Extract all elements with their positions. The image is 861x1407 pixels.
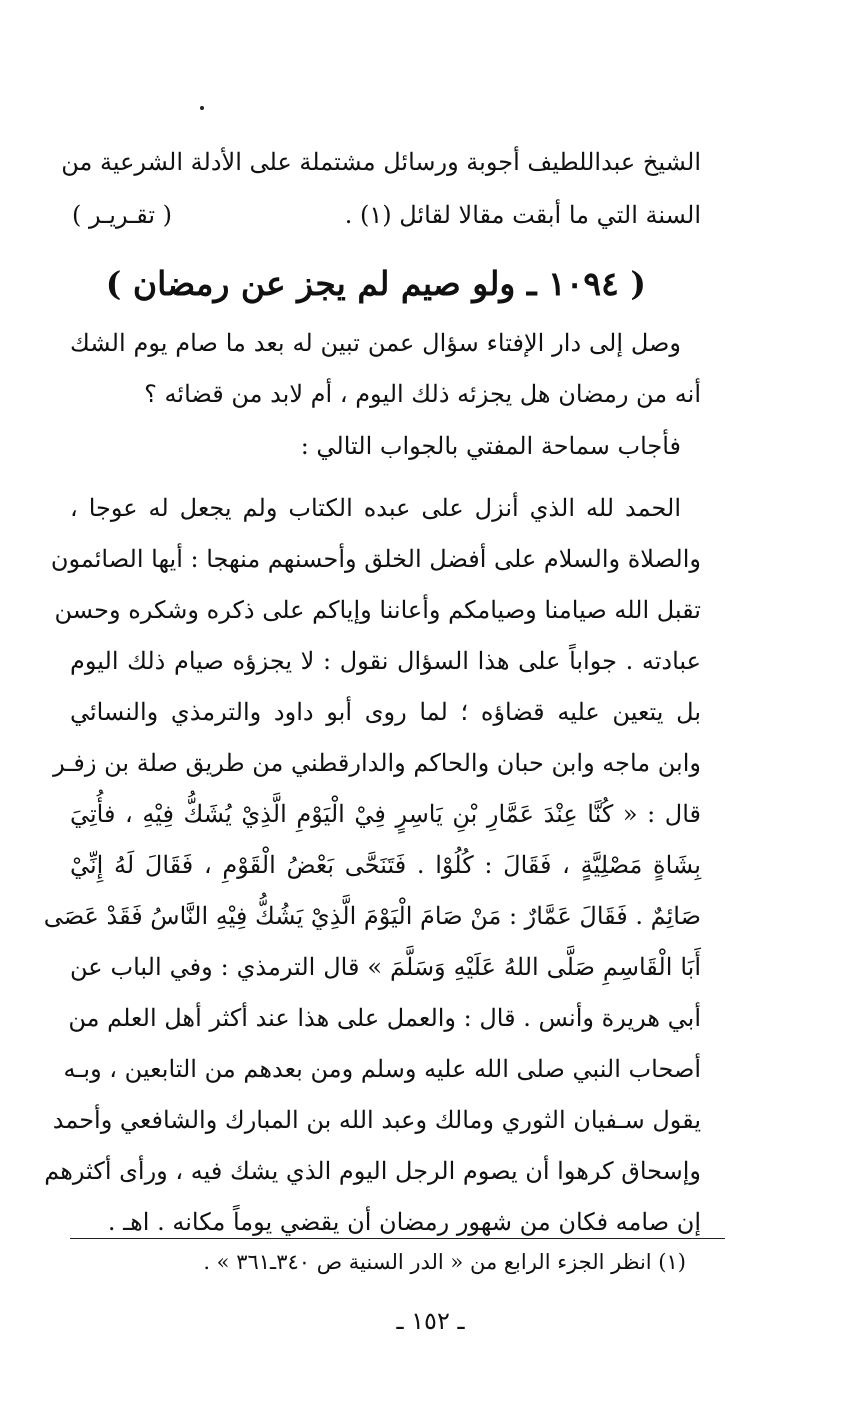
attribution-tag: ( تقـريـر ) xyxy=(72,201,173,229)
page-number: ـ ١٥٢ ـ xyxy=(396,1307,465,1335)
answer-line: عبادته . جواباً على هذا السؤال نقول : لا يجزؤه صيام ذلك اليوم xyxy=(70,647,701,675)
answer-line: وابن ماجه وابن حبان والحاكم والدارقطني من طريق صلة بن زفـر xyxy=(53,749,701,777)
footnote-divider xyxy=(70,1238,725,1239)
hadith-line: أَبَا الْقَاسِمِ صَلَّى اللهُ عَلَيْهِ وَسَلَّمَ » قال الترمذي : وفي الباب عن xyxy=(70,953,701,981)
answer-line: الحمد لله الذي أنزل على عبده الكتاب ولم يجعل له عوجا ، xyxy=(70,494,681,522)
answer-line: يقول سـفيان الثوري ومالك وعبد الله بن المبارك والشافعي وأحمد xyxy=(52,1106,701,1134)
intro-line-2: السنة التي ما أبقت مقالا لقائل (١) . xyxy=(344,201,701,229)
hadith-line: قال : « كُنَّا عِنْدَ عَمَّارِ بْنِ يَاسِرٍ فِيْ الْيَوْمِ الَّذِيْ يُشَكُّ فِيْهِ ، فأُتِيَ xyxy=(70,800,701,828)
section-heading: ( ١٠٩٤ ـ ولو صيم لم يجز عن رمضان ) xyxy=(105,264,646,303)
hadith-line: بِشَاةٍ مَصْلِيَّةٍ ، فَقَالَ : كُلُوْا . فَتَنَحَّى بَعْضُ الْقَوْمِ ، فَقَالَ لَهُ إِنِّيْ xyxy=(70,851,701,879)
answer-line: تقبل الله صيامنا وصيامكم وأعاننا وإياكم على ذكره وشكره وحسن xyxy=(54,596,701,624)
question-line-2: أنه من رمضان هل يجزئه ذلك اليوم ، أم لابد من قضائه ؟ xyxy=(144,380,701,408)
answer-line: والصلاة والسلام على أفضل الخلق وأحسنهم منهجا : أيها الصائمون xyxy=(50,545,701,573)
answer-line: وإسحاق كرهوا أن يصوم الرجل اليوم الذي يشك فيه ، ورأى أكثرهم xyxy=(44,1157,701,1185)
question-line-3: فأجاب سماحة المفتي بالجواب التالي : xyxy=(300,432,681,460)
intro-line-1: الشيخ عبداللطيف أجوبة ورسائل مشتملة على الأدلة الشرعية من xyxy=(61,148,701,176)
page-speck xyxy=(200,106,204,110)
answer-line: أصحاب النبي صلى الله عليه وسلم ومن بعدهم من التابعين ، وبـه xyxy=(63,1055,701,1083)
answer-line: بل يتعين عليه قضاؤه ؛ لما روى أبو داود والترمذي والنسائي xyxy=(70,698,701,726)
question-line-1: وصل إلى دار الإفتاء سؤال عمن تبين له بعد ما صام يوم الشك xyxy=(70,329,681,357)
answer-line: أبي هريرة وأنس . قال : والعمل على هذا عند أكثر أهل العلم من xyxy=(68,1004,701,1032)
hadith-line: صَائِمٌ . فَقَالَ عَمَّارٌ : مَنْ صَامَ الْيَوْمَ الَّذِيْ يَشُكُّ فِيْهِ النَّاسُ فَقَدْ عَصَى xyxy=(43,902,701,930)
answer-line-last: إن صامه فكان من شهور رمضان أن يقضي يوماً مكانه . اهـ . xyxy=(107,1208,701,1236)
footnote: (١) انظر الجزء الرابع من « الدر السنية ص ٣٤٠ـ٣٦١ » . xyxy=(203,1250,686,1274)
